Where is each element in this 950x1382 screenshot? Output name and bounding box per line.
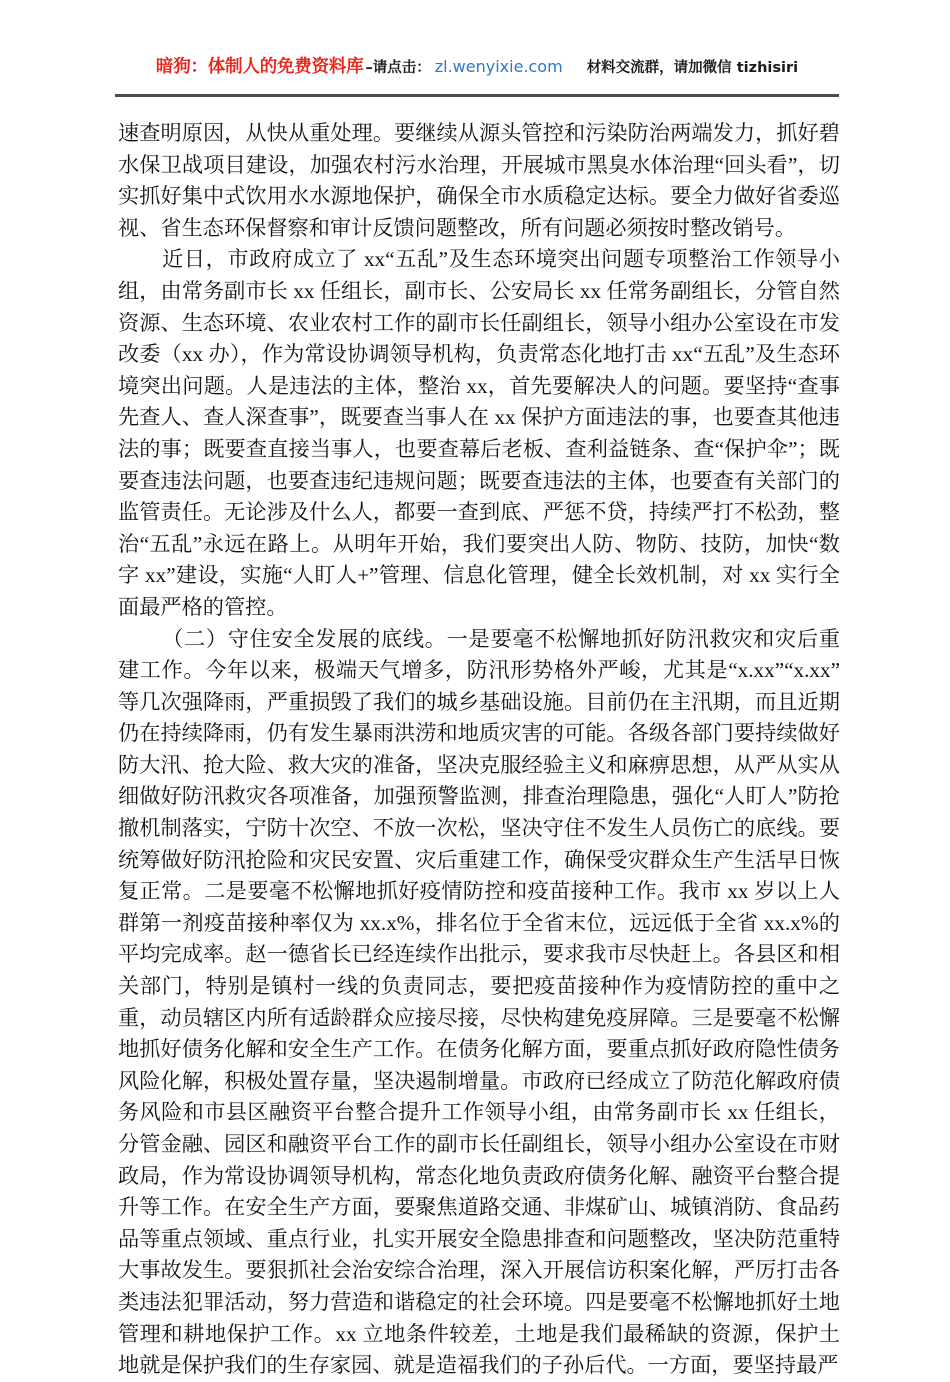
promo-contact-text: 材料交流群，请加微信 tizhisiri xyxy=(586,60,799,76)
paragraph-water-pollution: 速查明原因，从快从重处理。要继续从源头管控和污染防治两端发力，抓好碧水保卫战项目建设，加强农村污水治理，开展城市黑臭水体治理“回头看”，切实抓好集中式饮用水水源地保护，确保全市水质稳定达标。要全力做好省委巡视、省生态环保督察和审计反馈问题整改，所有问题必须按时整改销号。 xyxy=(118,121,840,240)
header-divider-rule xyxy=(115,94,839,97)
promo-brand-text: 暗狗：体制人的免费资料库 xyxy=(155,57,364,77)
promo-header-banner xyxy=(115,58,839,80)
promo-site-link[interactable]: zl.wenyixie.com xyxy=(434,57,563,76)
promo-header-line xyxy=(115,58,839,80)
paragraph-safety-bottom-line: （二）守住安全发展的底线。一是要毫不松懈地抓好防汛救灾和灾后重建工作。今年以来，极端天气增多，防汛形势格外严峻，尤其是“x.xx”“x.xx”等几次强降雨，严重损毁了我们的城乡基础设施。目前仍在主汛期，而且近期仍在持续降雨，仍有发生暴雨洪涝和地质灾害的可能。各级各部门要持续做好防大汛、抢大险、救大灾的准备，坚决克服经验主义和麻痹思想，从严从实从细做好防汛救灾各项准备，加强预警监测，排查治理隐患，强化“人盯人”防抢撤机制落实，宁防十次空、不放一次松，坚决守住不发生人员伤亡的底线。要统筹做好防汛抢险和灾民安置、灾后重建工作，确保受灾群众生产生活早日恢复正常。二是要毫不松懈地抓好疫情防控和疫苗接种工作。我市 xx 岁以上人群第一剂疫苗接种率仅为 xx.x%，排名位于全省末位，远远低于全省 xx.x%的平均完成率。赵一德省长已经连续作出批示，要求我市尽快赶上。各县区和相关部门，特别是镇村一线的负责同志，要把疫苗接种作为疫情防控的重中之重，动员辖区内所有适龄群众应接尽接，尽快构建免疫屏障。三是要毫不松懈地抓好债务化解和安全生产工作。在债务化解方面，要重点抓好政府隐性债务风险化解，积极处置存量，坚决遏制增量。市政府已经成立了防范化解政府债务风险和市县区融资平台整合提升工作领导小组，由常务副市长 xx 任组长，分管金融、园区和融资平台工作的副市长任副组长，领导小组办公室设在市财政局，作为常设协调领导机构，常态化地负责政府债务化解、融资平台整合提升等工作。在安全生产方面，要聚焦道路交通、非煤矿山、城镇消防、食品药品等重点领域、重点行业，扎实开展安全隐患排查和问题整改，坚决防范重特大事故发生。要狠抓社会治安综合治理，深入开展信访积案化解，严厉打击各类违法犯罪活动，努力营造和谐稳定的社会环境。四是要毫不松懈地抓好土地管理和耕地保护工作。xx 立地条件较差，土地是我们最稀缺的资源，保护土地就是保护我们的生存家园、就是造福我们的子孙后代。一方面，要坚持最严 xyxy=(118,626,840,1378)
promo-cta-text: –请点击： xyxy=(365,60,431,76)
paragraph-wuluan-leading-group: 近日，市政府成立了 xx“五乱”及生态环境突出问题专项整治工作领导小组，由常务副市长 xx 任组长，副市长、公安局长 xx 任常务副组长，分管自然资源、生态环境、农业农村工作的副市长任副组长，领导小组办公室设在市发改委（xx 办），作为常设协调领导机构，负责常态化地打击 xx“五乱”及生态环境突出问题。人是违法的主体，整治 xx，首先要解决人的问题。要坚持“查事先查人、查人深查事”，既要查当事人在 xx 保护方面违法的事，也要查其他违法的事；既要查直接当事人，也要查幕后老板、查利益链条、查“保护伞”；既要查违法问题，也要查违纪违规问题；既要查违法的主体，也要查有关部门的监管责任。无论涉及什么人，都要一查到底、严惩不贷，持续严打不松劲，整治“五乱”永远在路上。从明年开始，我们要突出人防、物防、技防，加快“数字 xx”建设，实施“人盯人+”管理、信息化管理，健全长效机制，对 xx 实行全面最严格的管控。 xyxy=(118,247,840,619)
document-body xyxy=(118,118,840,1382)
